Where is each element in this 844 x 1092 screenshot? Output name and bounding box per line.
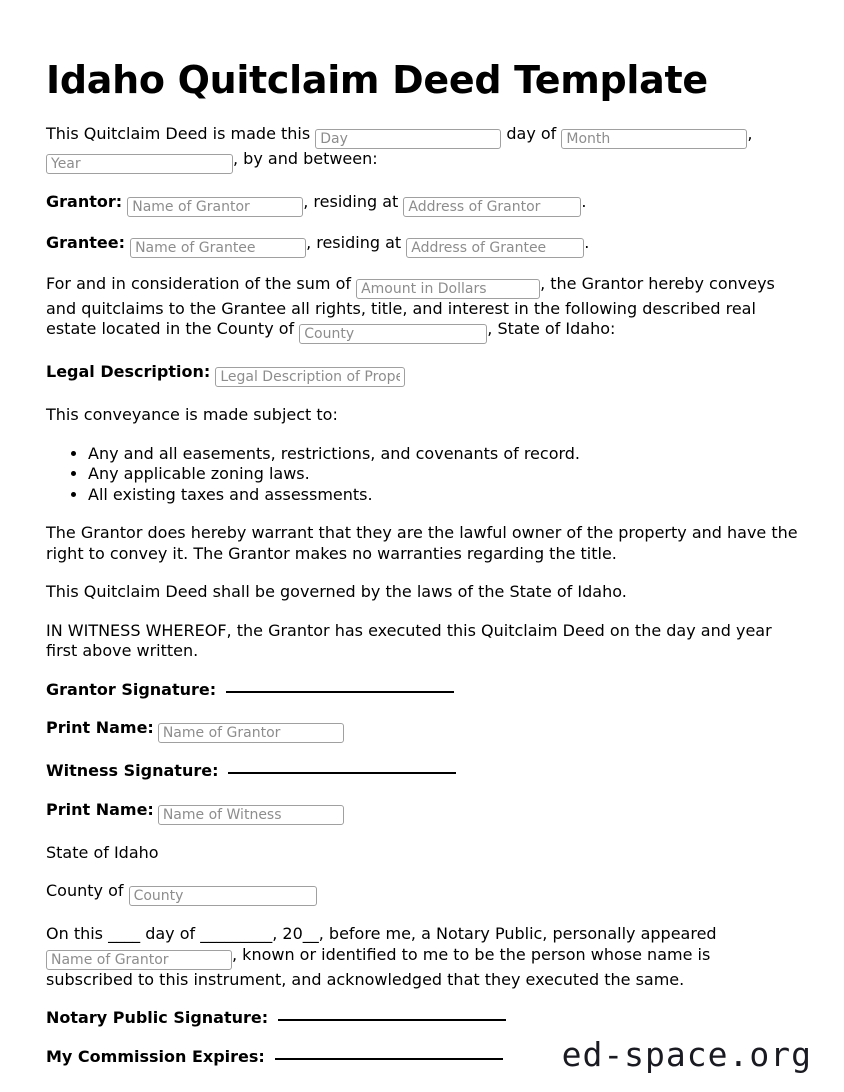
warranty-paragraph: The Grantor does hereby warrant that they are the lawful owner of the property and have the right to convey it. The Grantor makes no warranties regarding the title.: [46, 523, 798, 563]
site-watermark: ed-space.org: [561, 1035, 812, 1074]
subject-to-heading: This conveyance is made subject to:: [46, 405, 338, 425]
grantor-address-input[interactable]: [403, 197, 581, 217]
notary-ack-text-2: , known or identified to me to be the person whose name is subscribed to this instrument, and acknowledged that they executed the same.: [46, 944, 711, 989]
grantee-name-input[interactable]: [130, 238, 306, 258]
witness-signature-row: [46, 761, 798, 782]
grantee-label: Grantee:: [46, 232, 125, 252]
grantor-print-name-input[interactable]: [158, 723, 344, 743]
grantor-line: [46, 192, 798, 217]
grantor-signature-label: Grantor Signature:: [46, 679, 217, 699]
commission-expires-line[interactable]: [275, 1058, 503, 1060]
notary-grantor-name-input[interactable]: [46, 950, 232, 970]
intro-tail-text: , by and between:: [233, 148, 378, 168]
grantee-address-input[interactable]: [406, 238, 584, 258]
governing-law-paragraph: This Quitclaim Deed shall be governed by the laws of the State of Idaho.: [46, 582, 627, 602]
subject-to-list: [46, 444, 798, 506]
grantor-signature-line[interactable]: [226, 691, 454, 693]
witness-signature-label: Witness Signature:: [46, 761, 219, 781]
grantor-label: Grantor:: [46, 191, 123, 211]
day-input[interactable]: [315, 129, 501, 149]
intro-mid-text: day of: [506, 123, 557, 143]
grantee-residing-text: , residing at: [306, 232, 402, 252]
consideration-text-1: For and in consideration of the sum of: [46, 273, 351, 293]
grantor-residing-text: , residing at: [303, 191, 399, 211]
amount-input[interactable]: [356, 279, 540, 299]
legal-description-label: Legal Description:: [46, 362, 211, 382]
intro-paragraph: [46, 124, 798, 174]
commission-expires-label: My Commission Expires:: [46, 1046, 265, 1066]
witness-print-name-row: [46, 800, 798, 825]
witness-print-name-label: Print Name:: [46, 799, 154, 819]
legal-description-line: [46, 362, 798, 387]
notary-acknowledgment-paragraph: [46, 924, 798, 990]
month-input[interactable]: [561, 129, 747, 149]
notary-signature-row: [46, 1008, 798, 1029]
notary-signature-line[interactable]: [278, 1019, 506, 1021]
notary-county-label: County of: [46, 881, 124, 901]
legal-description-input[interactable]: [215, 367, 405, 387]
grantor-name-input[interactable]: [127, 197, 303, 217]
grantor-period: .: [581, 191, 587, 211]
notary-county-row: [46, 881, 798, 906]
grantee-line: [46, 233, 798, 258]
county-input[interactable]: [299, 324, 487, 344]
grantor-print-name-row: [46, 718, 798, 743]
consideration-paragraph: [46, 274, 798, 345]
intro-comma: ,: [747, 123, 753, 143]
list-item: • All existing taxes and assessments.: [88, 485, 798, 506]
consideration-text-2: , the Grantor hereby conveys and quitclaims to the Grantee all rights, title, and interest in the following described real estate located in the County of: [46, 273, 775, 339]
grantor-print-name-label: Print Name:: [46, 718, 154, 738]
consideration-text-3: , State of Idaho:: [487, 319, 616, 339]
grantee-period: .: [584, 232, 590, 252]
list-item: • Any and all easements, restrictions, and covenants of record.: [88, 444, 798, 465]
page-title: Idaho Quitclaim Deed Template: [46, 58, 708, 102]
intro-lead-text: This Quitclaim Deed is made this: [46, 123, 311, 143]
witness-signature-line[interactable]: [228, 772, 456, 774]
notary-signature-label: Notary Public Signature:: [46, 1008, 269, 1028]
witness-paragraph: IN WITNESS WHEREOF, the Grantor has executed this Quitclaim Deed on the day and year first above written.: [46, 620, 772, 661]
notary-county-input[interactable]: [129, 886, 317, 906]
year-input[interactable]: [46, 154, 233, 174]
notary-state-line: State of Idaho: [46, 842, 159, 862]
grantor-signature-row: [46, 680, 798, 701]
notary-ack-text-1: On this ____ day of _________, 20__, before me, a Notary Public, personally appeared: [46, 924, 717, 944]
witness-print-name-input[interactable]: [158, 805, 344, 825]
list-item: • Any applicable zoning laws.: [88, 464, 798, 485]
